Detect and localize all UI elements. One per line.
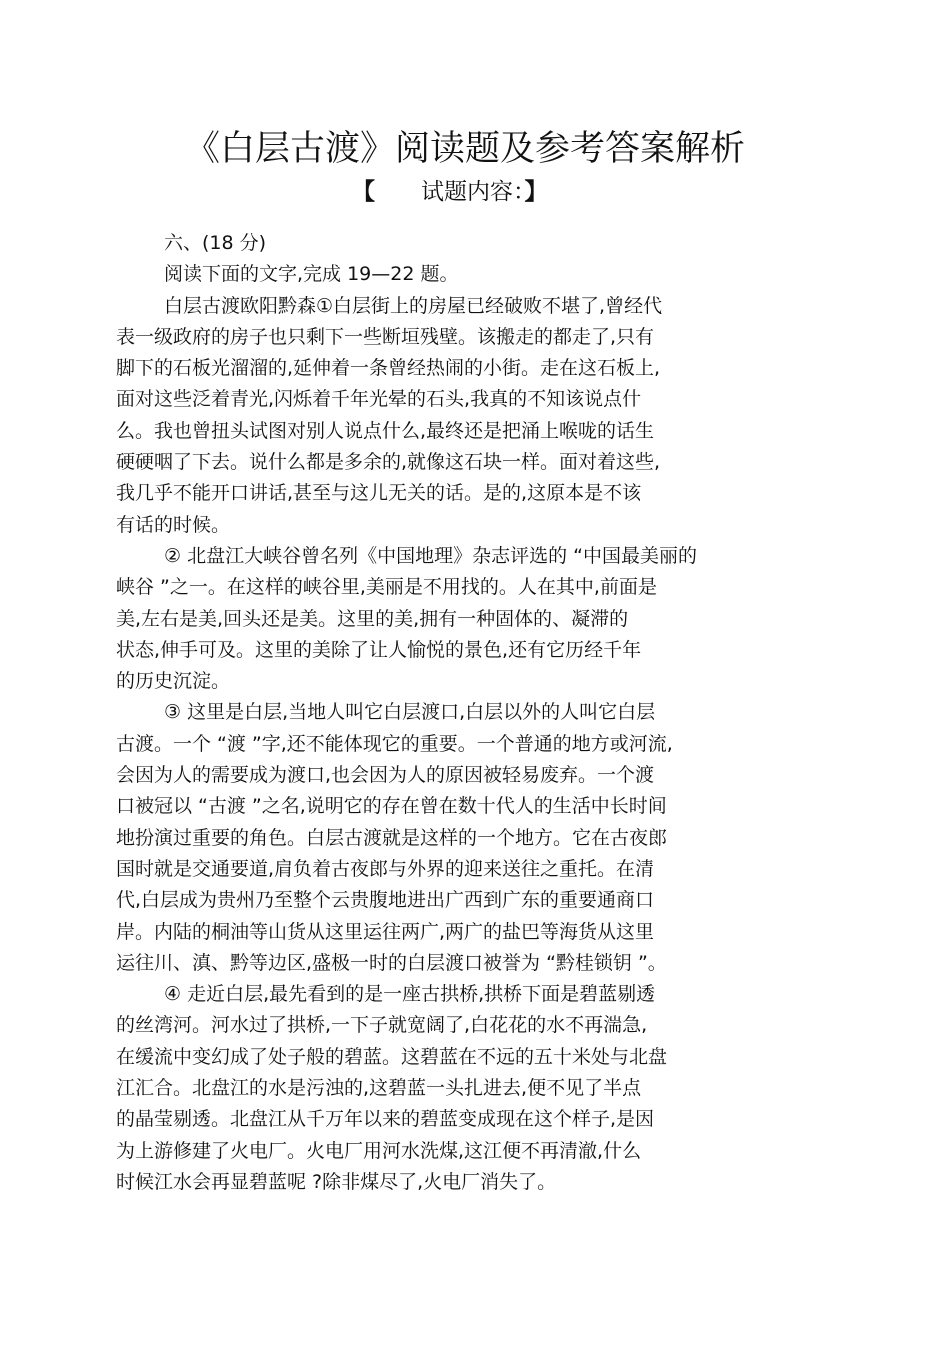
paragraph-line: 么。我也曾扭头试图对别人说点什么,最终还是把涌上喉咙的话生 [116,419,655,442]
paragraph [116,697,836,979]
subtitle-text: 试题内容： [421,179,525,205]
paragraph-line: 的丝湾河。河水过了拱桥,一下子就宽阔了,白花花的水不再湍急, [116,1014,648,1037]
paragraph-line: 表一级政府的房子也只剩下一些断垣残壁。该搬走的都走了,只有 [116,325,655,348]
document-title: 《白层古渡》阅读题及参考答案解析 [185,129,746,169]
paragraph-line: 我几乎不能开口讲话,甚至与这儿无关的话。是的,这原本是不该 [116,482,642,505]
paragraph [116,979,836,1198]
paragraph-line: 的晶莹剔透。北盘江从千万年以来的碧蓝变成现在这个样子,是因 [116,1108,655,1131]
paragraph-line: 代,白层成为贵州乃至整个云贵腹地进出广西到广东的重要通商口 [116,889,655,912]
paragraph-line: 硬硬咽了下去。说什么都是多余的,就像这石块一样。面对着这些, [116,451,661,474]
document-body [116,228,836,1198]
paragraph-first-line: 白层古渡欧阳黔森①白层街上的房屋已经破败不堪了,曾经代 [164,294,663,317]
paragraph-line: 江汇合。北盘江的水是污浊的,这碧蓝一头扎进去,便不见了半点 [116,1077,642,1100]
section-heading: 六、(18 分) [164,232,267,254]
paragraph-line: 为上游修建了火电厂。火电厂用河水洗煤,这江便不再清澈,什么 [116,1139,642,1162]
paragraph-line: 岸。内陆的桐油等山货从这里运往两广,两广的盐巴等海货从这里 [116,920,655,943]
paragraph-line: 运往川、滇、黔等边区,盛极一时的白层渡口被誉为 “黔桂锁钥 ”。 [116,951,667,974]
paragraph-first-line: ④ 走近白层,最先看到的是一座古拱桥,拱桥下面是碧蓝剔透 [164,983,656,1006]
paragraph-line: 时候江水会再显碧蓝呢 ?除非煤尽了,火电厂消失了。 [116,1170,557,1193]
paragraph-line: 口被冠以 “古渡 ”之名,说明它的存在曾在数十代人的生活中长时间 [116,795,667,818]
paragraph-line: 美,左右是美,回头还是美。这里的美,拥有一种固体的、凝滞的 [116,607,629,630]
subtitle-open-bracket: 【 [352,179,375,205]
section-instruction: 阅读下面的文字,完成 19—22 题。 [164,263,459,286]
paragraph-line: 国时就是交通要道,肩负着古夜郎与外界的迎来送往之重托。在清 [116,857,655,880]
paragraph-line: 脚下的石板光溜溜的,延伸着一条曾经热闹的小街。走在这石板上, [116,357,661,380]
paragraph-line: 会因为人的需要成为渡口,也会因为人的原因被轻易废弃。一个渡 [116,764,655,787]
paragraph [116,291,836,541]
paragraph-line: 峡谷 ”之一。在这样的峡谷里,美丽是不用找的。人在其中,前面是 [116,576,657,599]
paragraph-line: 的历史沉淀。 [116,670,231,693]
passage [116,291,836,1199]
document-subtitle [352,176,548,208]
paragraph-line: 地扮演过重要的角色。白层古渡就是这样的一个地方。它在古夜郎 [116,826,668,849]
paragraph-line: 有话的时候。 [116,513,231,536]
paragraph-first-line: ③ 这里是白层,当地人叫它白层渡口,白层以外的人叫它白层 [164,701,656,724]
paragraph [116,541,836,697]
paragraph-line: 古渡。一个 “渡 ”字,还不能体现它的重要。一个普通的地方或河流, [116,732,673,755]
paragraph-line: 在缓流中变幻成了处子般的碧蓝。这碧蓝在不远的五十米处与北盘 [116,1045,668,1068]
subtitle-close-bracket: 】 [524,179,548,205]
paragraph-line: 状态,伸手可及。这里的美除了让人愉悦的景色,还有它历经千年 [116,638,642,661]
paragraph-line: 面对这些泛着青光,闪烁着千年光晕的石头,我真的不知该说点什 [116,388,642,411]
paragraph-first-line: ② 北盘江大峡谷曾名列《中国地理》杂志评选的 “中国最美丽的 [164,544,697,567]
